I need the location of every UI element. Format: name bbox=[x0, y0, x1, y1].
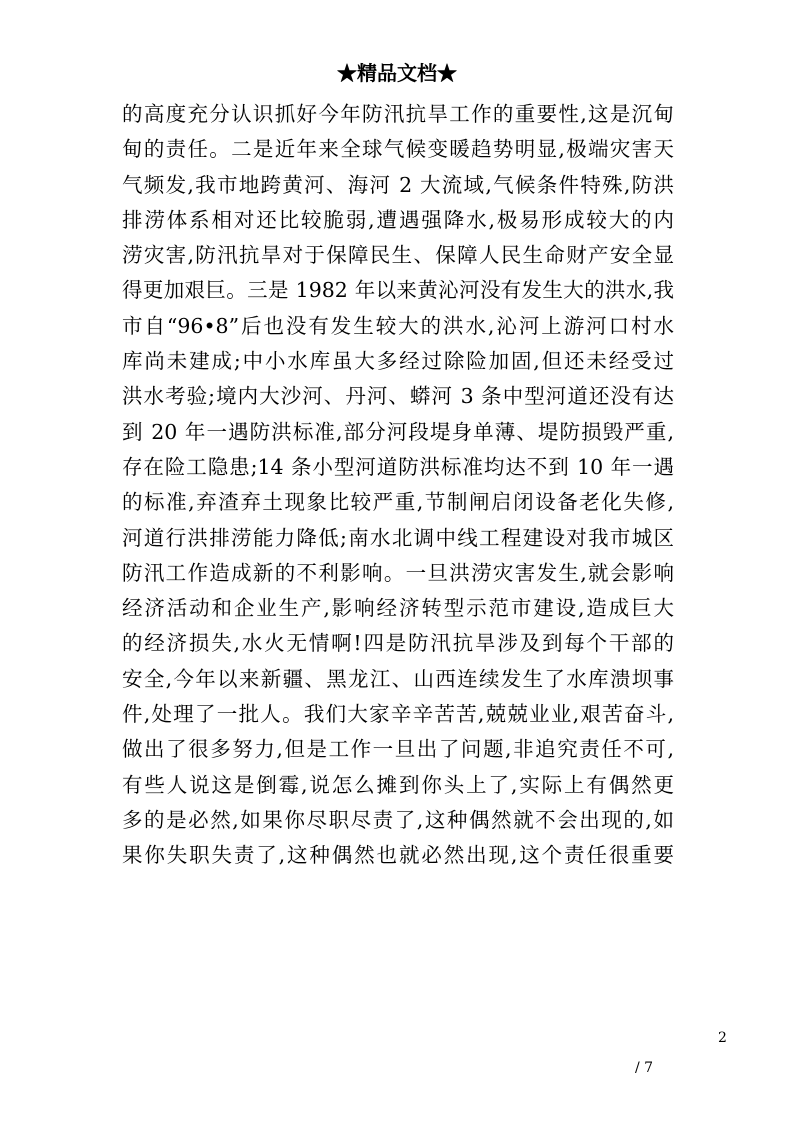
text-line: 的高度充分认识抓好今年防汛抗旱工作的重要性,这是沉甸 bbox=[122, 102, 674, 126]
text-line: 市自“96•8”后也没有发生较大的洪水,沁河上游河口村水 bbox=[122, 313, 674, 338]
text-line: 件,处理了一批人。我们大家辛辛苦苦,兢兢业业,艰苦奋斗, bbox=[122, 702, 674, 727]
text-line: 经济活动和企业生产,影响经济转型示范市建设,造成巨大 bbox=[122, 596, 674, 621]
text-line: 河道行洪排涝能力降低;南水北调中线工程建设对我市城区 bbox=[122, 525, 674, 550]
text-line: 多的是必然,如果你尽职尽责了,这种偶然就不会出现的,如 bbox=[122, 807, 674, 832]
document-header: ★精品文档★ bbox=[337, 61, 457, 85]
text-line: 气频发,我市地跨黄河、海河 2 大流域,气候条件特殊,防洪 bbox=[122, 172, 674, 197]
text-line: 有些人说这是倒霉,说怎么摊到你头上了,实际上有偶然更 bbox=[122, 772, 674, 797]
text-line: 库尚未建成;中小水库虽大多经过除险加固,但还未经受过 bbox=[122, 349, 674, 374]
text-line: 果你失职失责了,这种偶然也就必然出现,这个责任很重要 bbox=[122, 843, 674, 868]
text-line: 做出了很多努力,但是工作一旦出了问题,非追究责任不可, bbox=[122, 737, 674, 762]
text-line: 存在险工隐患;14 条小型河道防洪标准均达不到 10 年一遇 bbox=[122, 454, 674, 479]
text-line: 的标准,弃渣弃土现象比较严重,节制闸启闭设备老化失修, bbox=[122, 490, 674, 515]
text-line: 洪水考验;境内大沙河、丹河、蟒河 3 条中型河道还没有达 bbox=[122, 384, 674, 409]
text-line: 排涝体系相对还比较脆弱,遭遇强降水,极易形成较大的内 bbox=[122, 207, 674, 232]
text-line: 防汛工作造成新的不利影响。一旦洪涝灾害发生,就会影响 bbox=[122, 560, 674, 585]
text-line: 得更加艰巨。三是 1982 年以来黄沁河没有发生大的洪水,我 bbox=[122, 278, 674, 303]
page-total: / 7 bbox=[635, 1060, 654, 1076]
text-line: 到 20 年一遇防洪标准,部分河段堤身单薄、堤防损毁严重, bbox=[122, 419, 674, 444]
text-line: 涝灾害,防汛抗旱对于保障民生、保障人民生命财产安全显 bbox=[122, 243, 674, 268]
text-line: 甸的责任。二是近年来全球气候变暖趋势明显,极端灾害天 bbox=[122, 137, 674, 162]
page-number: 2 bbox=[718, 1030, 727, 1046]
text-line: 安全,今年以来新疆、黑龙江、山西连续发生了水库溃坝事 bbox=[122, 666, 674, 691]
body-text bbox=[122, 97, 674, 874]
text-line: 的经济损失,水火无情啊!四是防汛抗旱涉及到每个干部的 bbox=[122, 631, 674, 656]
